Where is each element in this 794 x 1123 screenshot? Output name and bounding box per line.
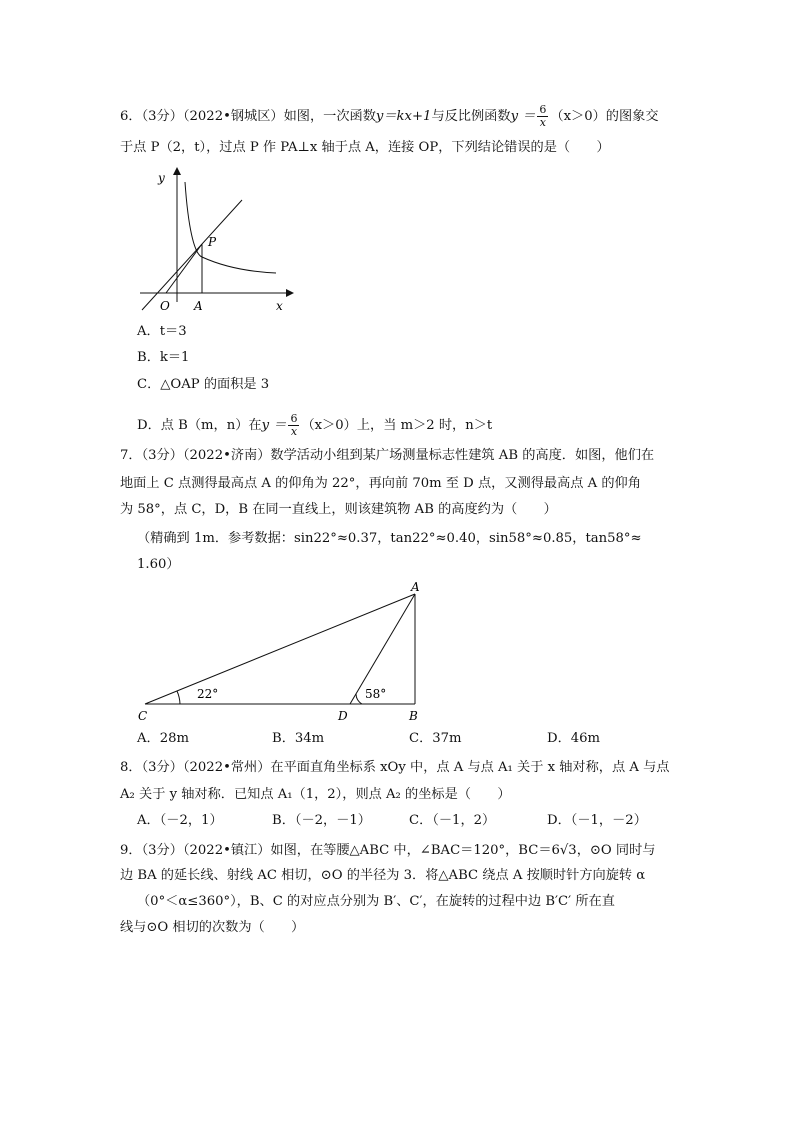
q6-y-arrow	[173, 167, 181, 175]
q6-line1-c: 的图象交	[605, 109, 659, 124]
q6-line1-b: 与反比例函数	[431, 109, 511, 124]
q8-option-a: A．（－2，1）	[137, 813, 223, 828]
q6-option-b: B．k＝1	[137, 350, 190, 365]
q6-figure	[136, 164, 296, 313]
q7-angle-d-arc	[356, 694, 362, 704]
q6-line2: 于点 P（2，t），过点 P 作 PA⊥x 轴于点 A，连接 OP，下列结论错误的是（ ）	[120, 140, 610, 155]
q7-line2: 地面上 C 点测得最高点 A 的仰角为 22°，再向前 70m 至 D 点，又测得最高点 A 的仰角	[120, 476, 641, 491]
q6-x-arrow	[286, 289, 294, 297]
q6-fraction	[537, 104, 548, 129]
q6-cond: （x＞0）	[550, 109, 606, 124]
q7-label-a: A	[411, 580, 420, 594]
q6-frac-den: x	[539, 116, 547, 129]
q7-angle-c-label: 22°	[197, 687, 219, 701]
q6-eq2-lhs: y ＝	[510, 109, 536, 124]
q9-line2: 边 BA 的延长线、射线 AC 相切，⊙O 的半径为 3．将△ABC 绕点 A 按顺时针方向旋转 α	[120, 868, 646, 883]
q7-line5: 1.60）	[137, 557, 180, 572]
q9-line1: 9．（3分）（2022•镇江）如图，在等腰△ABC 中，∠BAC＝120°，BC＝6√3，⊙O 同时与	[120, 843, 656, 858]
q6-option-a: A．t＝3	[137, 324, 187, 339]
q7-label-d: D	[338, 709, 348, 723]
q8-line2: A₂ 关于 y 轴对称．已知点 A₁（1，2），则点 A₂ 的坐标是（ ）	[120, 787, 511, 802]
q7-label-b: B	[409, 709, 418, 723]
q6-label-p: P	[208, 235, 217, 249]
q6-eq1: y＝kx+1	[375, 109, 432, 124]
q7-angle-d-label: 58°	[365, 687, 387, 701]
q9-line3: （0°＜α≤360°），B、C 的对应点分别为 B′、C′，在旋转的过程中边 B′C′ 所在直	[137, 894, 615, 909]
q8-option-d: D．（－1，－2）	[547, 813, 647, 828]
q8-option-c: C．（－1，2）	[409, 813, 496, 828]
q6-line1-a: 6．（3分）（2022•钢城区）如图，一次函数	[120, 109, 376, 124]
q6-option-d-fraction	[288, 413, 299, 438]
q6-frac-num: 6	[539, 103, 547, 116]
q9-line4: 线与⊙O 相切的次数为（ ）	[120, 920, 305, 935]
q6-option-c: C．△OAP 的面积是 3	[137, 377, 270, 392]
q6-label-a: A	[194, 299, 203, 313]
q6-option-d-a: D．点 B（m，n）在	[137, 418, 262, 433]
q6-option-d	[137, 413, 492, 438]
q6-option-d-frac-num: 6	[290, 412, 298, 425]
q7-option-c: C．37m	[409, 731, 462, 746]
q8-option-b: B．（－2，－1）	[272, 813, 371, 828]
q6-option-d-frac-den: x	[290, 425, 298, 438]
q6-option-d-eq: y ＝	[261, 418, 287, 433]
q7-figure	[130, 580, 430, 730]
q7-line4: （精确到 1m．参考数据：sin22°≈0.37，tan22°≈0.40，sin58°≈0.85，tan58°≈	[137, 531, 642, 546]
q6-option-d-cond: （x＞0）上，当 m＞2 时，n＞t	[301, 418, 493, 433]
q8-line1: 8．（3分）（2022•常州）在平面直角坐标系 xOy 中，点 A 与点 A₁ 关于 x 轴对称，点 A 与点	[120, 760, 670, 775]
q7-angle-c-arc	[177, 691, 180, 704]
q6-segment-op	[166, 244, 202, 293]
q7-label-c: C	[138, 709, 148, 723]
q6-hyperbola	[185, 182, 276, 273]
q6-line1	[120, 104, 659, 129]
q7-option-d: D．46m	[547, 731, 601, 746]
q6-label-x: x	[276, 299, 283, 313]
q7-option-b: B．34m	[272, 731, 325, 746]
q7-line1: 7．（3分）（2022•济南）数学活动小组到某广场测量标志性建筑 AB 的高度．如图，他们在	[120, 448, 655, 463]
q6-label-o: O	[160, 299, 170, 313]
q7-option-a: A．28m	[137, 731, 189, 746]
q6-label-y: y	[158, 171, 165, 185]
q7-line3: 为 58°，点 C，D，B 在同一直线上，则该建筑物 AB 的高度约为（ ）	[120, 502, 557, 517]
